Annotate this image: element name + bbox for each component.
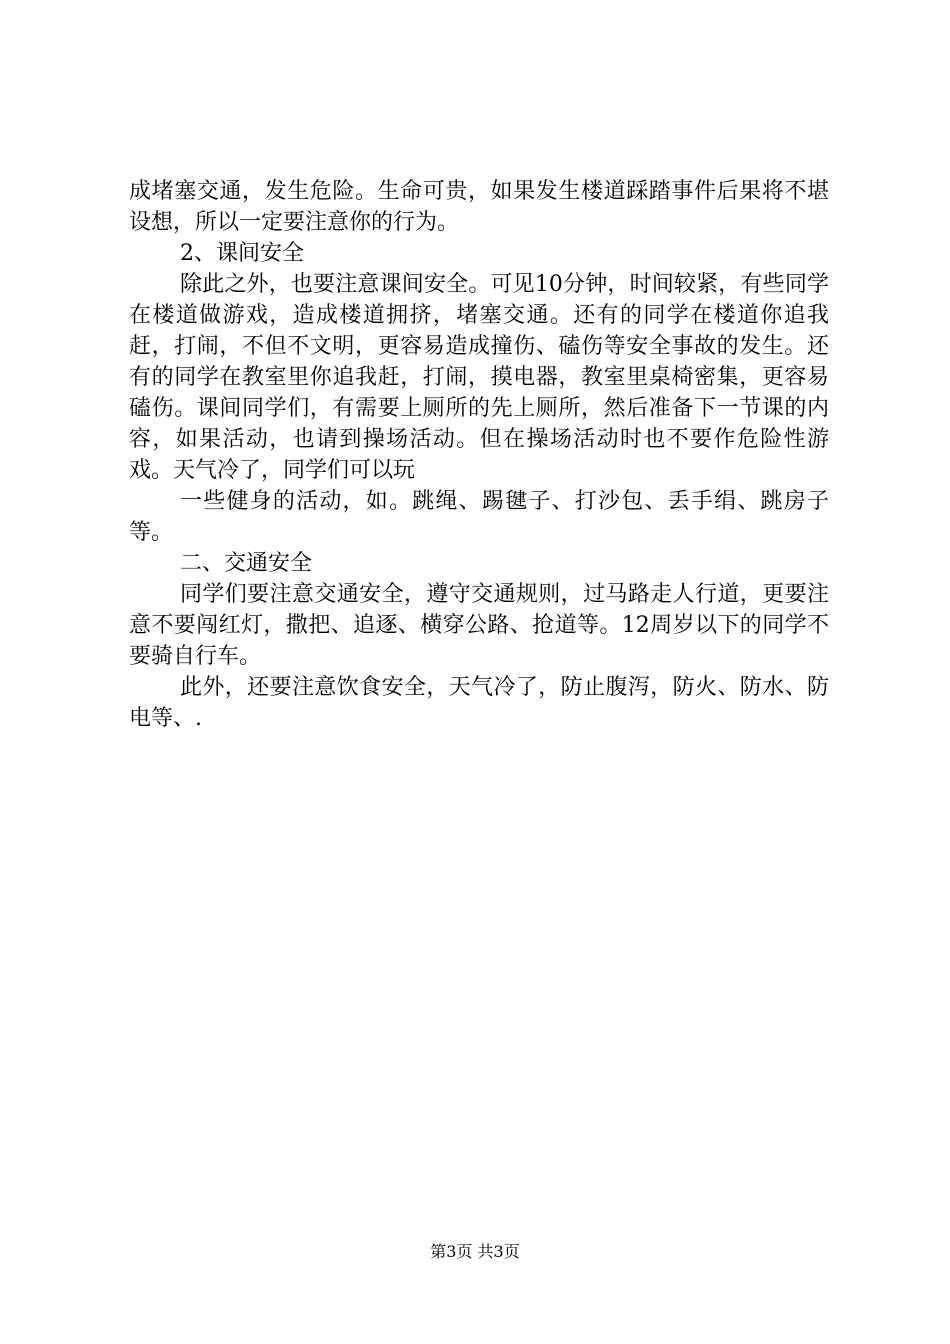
paragraph-other-safety: 此外，还要注意饮食安全，天气冷了，防止腹泻，防火、防水、防电等、. xyxy=(129,675,829,731)
paragraph-traffic-safety: 同学们要注意交通安全，遵守交通规则，过马路走人行道，更要注意不要闯红灯，撒把、追逐、横穿公路、抢道等。12周岁以下的同学不要骑自行车。 xyxy=(129,582,829,669)
paragraph-break-safety: 除此之外，也要注意课间安全。可见10分钟，时间较紧，有些同学在楼道做游戏，造成楼道拥挤，堵塞交通。还有的同学在楼道你追我赶，打闹，不但不文明，更容易造成撞伤、磕伤等安全事故的发生。还有的同学在教室里你追我赶，打闹，摸电器，教室里桌椅密集，更容易磕伤。课间同学们，有需要上厕所的先上厕所，然后准备下一节课的内容，如果活动，也请到操场活动。但在操场活动时也不要作危险性游戏。天气冷了，同学们可以玩 xyxy=(129,272,829,483)
document-body xyxy=(129,176,829,734)
paragraph-fitness-activities: 一些健身的活动，如。跳绳、踢毽子、打沙包、丢手绢、跳房子等。 xyxy=(129,489,829,545)
section-heading-break-safety: 2、课间安全 xyxy=(180,241,304,266)
paragraph-continuation: 成堵塞交通，发生危险。生命可贵，如果发生楼道踩踏事件后果将不堪设想，所以一定要注意你的行为。 xyxy=(129,179,829,235)
section-heading-traffic-safety: 二、交通安全 xyxy=(180,551,313,576)
page-footer: 第3页 共3页 xyxy=(430,1242,520,1261)
